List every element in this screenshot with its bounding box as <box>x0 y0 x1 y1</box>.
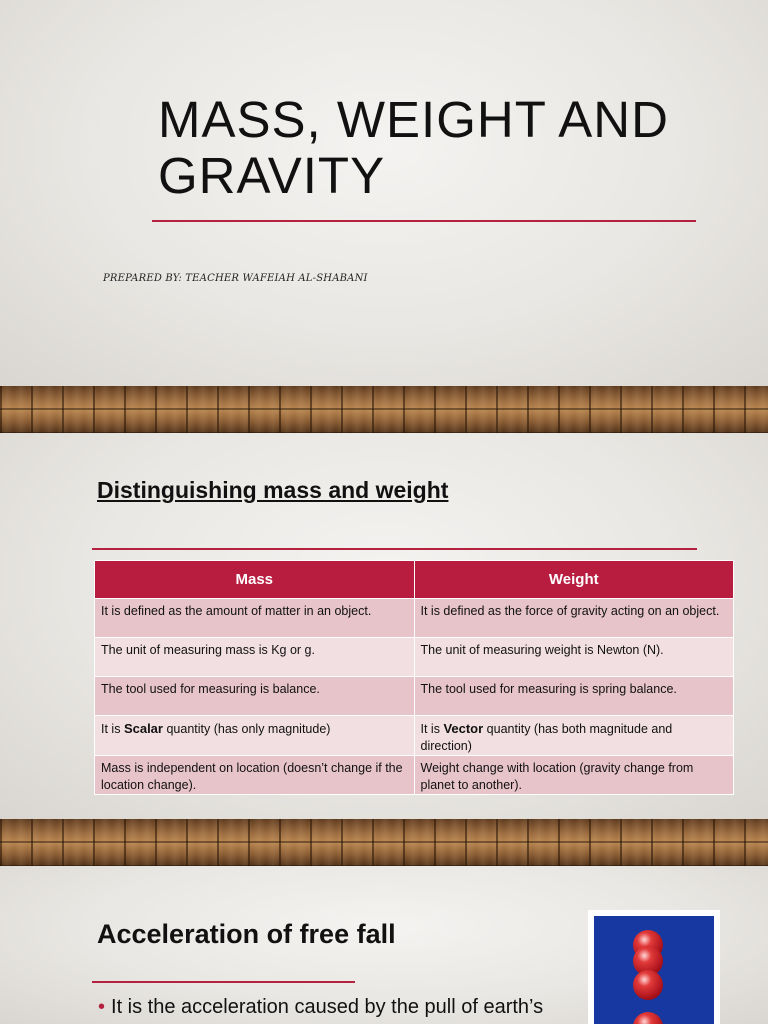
free-fall-slide <box>0 866 768 1024</box>
photo-background <box>594 916 714 1024</box>
weight-cell: It is defined as the force of gravity acting on an object. <box>414 599 734 638</box>
table-row <box>95 599 734 638</box>
header-weight: Weight <box>414 561 734 599</box>
mass-cell: The tool used for measuring is balance. <box>95 677 415 716</box>
slide-subtitle: PREPARED BY: TEACHER WAFEIAH AL-SHABANI <box>103 273 368 284</box>
bullet-dot-icon: • <box>98 996 106 1018</box>
red-ball-icon <box>633 1012 663 1024</box>
mass-cell: The unit of measuring mass is Kg or g. <box>95 638 415 677</box>
heading-divider <box>92 548 697 550</box>
table-row <box>95 716 734 756</box>
mass-cell-pre: It is <box>101 722 121 736</box>
slide-title: MASS, WEIGHT AND GRAVITY <box>158 91 669 204</box>
weight-cell-pre: It is <box>420 722 440 736</box>
weight-cell-post: quantity (has both magnitude and direction) <box>420 722 673 753</box>
title-divider <box>152 220 696 222</box>
bullet-text: It is the acceleration caused by the pull of earth’s <box>111 996 544 1018</box>
falling-balls-photo <box>588 910 720 1024</box>
weight-cell: Weight change with location (gravity change from planet to another). <box>414 756 734 795</box>
mass-cell: It is defined as the amount of matter in an object. <box>95 599 415 638</box>
weight-cell <box>414 716 734 756</box>
table-row <box>95 677 734 716</box>
wood-floor-divider <box>0 386 768 433</box>
mass-weight-table <box>94 560 734 795</box>
slide-heading: Acceleration of free fall <box>97 919 396 949</box>
red-ball-icon <box>633 970 663 1000</box>
table-row <box>95 756 734 795</box>
mass-cell: Mass is independent on location (doesn’t change if the location change). <box>95 756 415 795</box>
weight-cell: The unit of measuring weight is Newton (N). <box>414 638 734 677</box>
wood-floor-divider <box>0 819 768 866</box>
weight-cell: The tool used for measuring is spring balance. <box>414 677 734 716</box>
vector-term: Vector <box>443 721 484 736</box>
mass-cell-post: quantity (has only magnitude) <box>166 722 331 736</box>
table-row <box>95 638 734 677</box>
table-header-row <box>95 561 734 599</box>
comparison-slide <box>0 433 768 819</box>
title-slide <box>0 0 768 386</box>
slide-heading: Distinguishing mass and weight <box>97 477 449 503</box>
mass-cell <box>95 716 415 756</box>
bullet-item <box>98 996 543 1019</box>
scalar-term: Scalar <box>123 721 163 736</box>
heading-divider <box>92 981 355 983</box>
header-mass: Mass <box>95 561 415 599</box>
